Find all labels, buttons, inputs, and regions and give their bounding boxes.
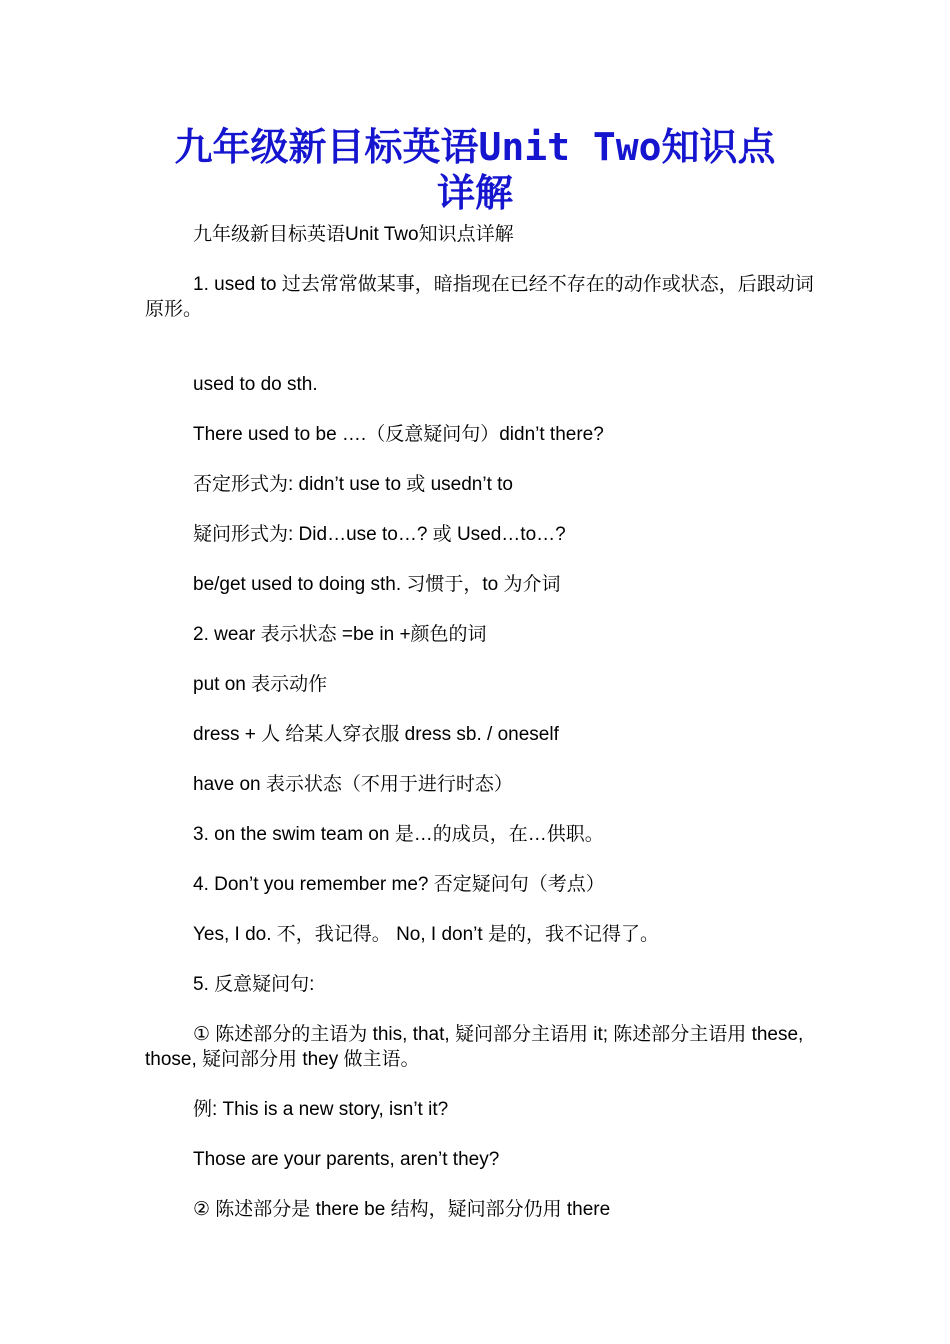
title-line-2: 详解 — [436, 171, 513, 215]
paragraph: There used to be ….（反意疑问句）didn’t there? — [193, 424, 604, 445]
paragraph-item-2: 2. wear 表示状态 =be in +颜色的词 — [193, 624, 487, 645]
paragraph-example: Those are your parents, aren’t they? — [193, 1149, 500, 1170]
paragraph: be/get used to doing sth. 习惯于，to 为介词 — [193, 574, 561, 595]
paragraph-subtitle: 九年级新目标英语Unit Two知识点详解 — [193, 224, 514, 245]
paragraph: used to do sth. — [193, 374, 318, 395]
paragraph: 否定形式为: didn’t use to 或 usedn’t to — [193, 474, 513, 495]
paragraph: 疑问形式为: Did…use to…? 或 Used…to…? — [193, 524, 566, 545]
paragraph: dress + 人 给某人穿衣服 dress sb. / oneself — [193, 724, 559, 745]
paragraph-example: 例: This is a new story, isn’t it? — [193, 1099, 449, 1120]
document-body — [145, 222, 815, 1222]
title-line-1: 九年级新目标英语Unit Two知识点 — [174, 125, 776, 169]
paragraph-item-5: 5. 反意疑问句: — [193, 974, 315, 995]
paragraph: put on 表示动作 — [193, 674, 328, 695]
paragraph-item-1: 1. used to 过去常常做某事，暗指现在已经不存在的动作或状态，后跟动词原形。 — [145, 274, 814, 320]
paragraph: have on 表示状态（不用于进行时态） — [193, 774, 513, 795]
document-title — [130, 124, 820, 216]
paragraph: ② 陈述部分是 there be 结构，疑问部分仍用 there — [193, 1199, 611, 1220]
paragraph-item-4: 4. Don’t you remember me? 否定疑问句（考点） — [193, 874, 605, 895]
paragraph-item-3: 3. on the swim team on 是…的成员，在…供职。 — [193, 824, 604, 845]
paragraph: ① 陈述部分的主语为 this, that, 疑问部分主语用 it; 陈述部分主语用 these, those, 疑问部分用 they 做主语。 — [145, 1024, 804, 1070]
paragraph: Yes, I do. 不，我记得。 No, I don’t 是的，我不记得了。 — [193, 924, 659, 945]
